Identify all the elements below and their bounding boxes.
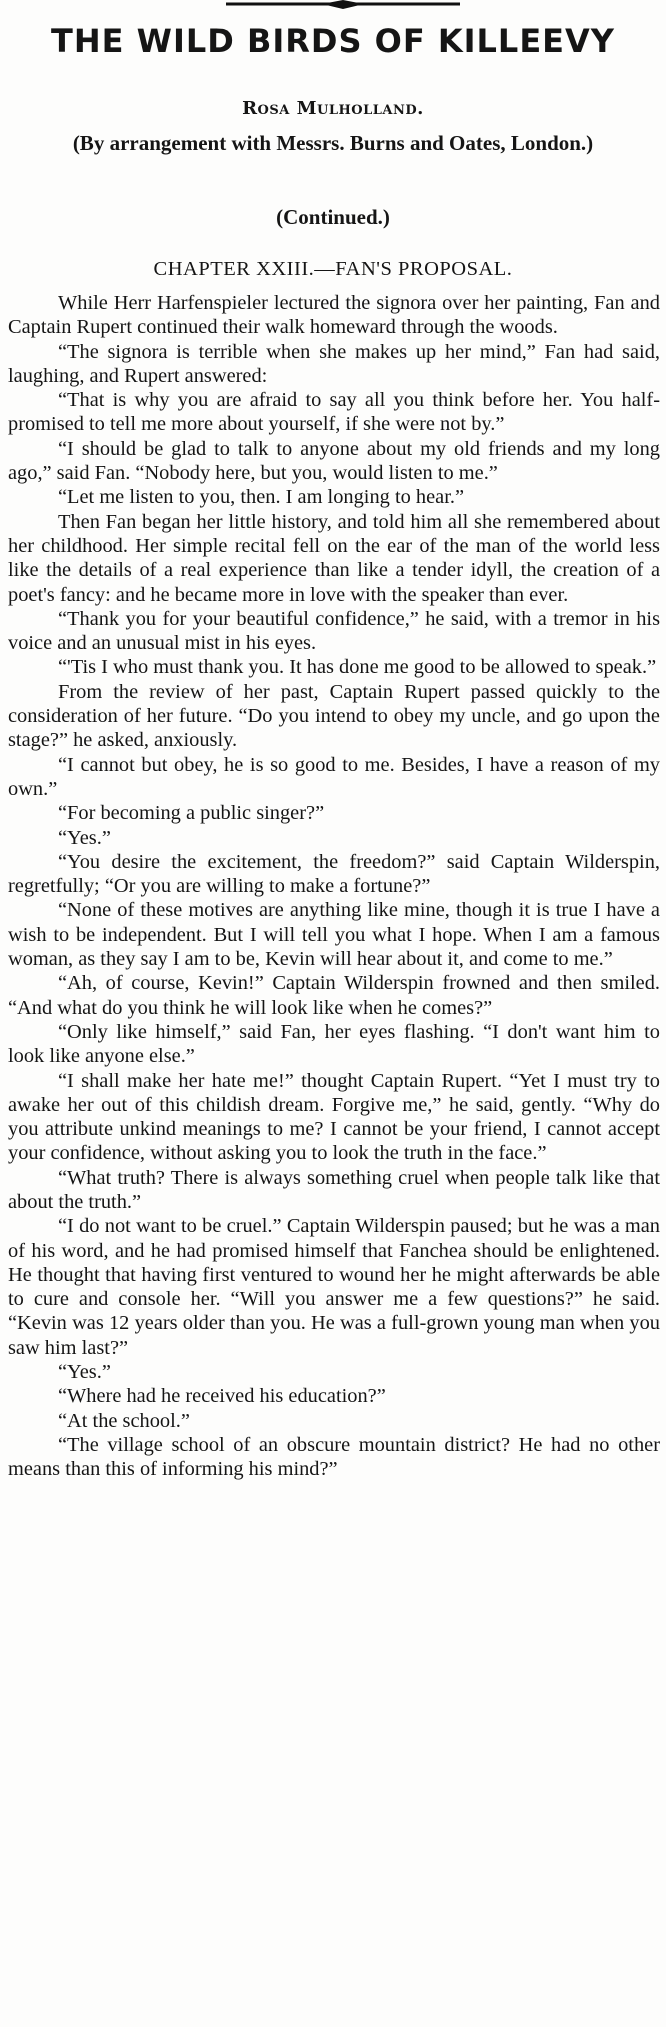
paragraph: “The signora is terrible when she makes up her mind,” Fan had said, laughing, and Rupert answered: — [8, 340, 660, 387]
continued-note: (Continued.) — [276, 205, 390, 229]
paragraph: “That is why you are afraid to say all you think before her. You half-promised to tell me more about yourself, if she were not by.” — [8, 389, 660, 436]
paragraph: “The village school of an obscure mountain district? He had no other means than this of informing his mind?” — [8, 1433, 660, 1481]
ornamental-rule — [226, 0, 460, 12]
paragraph: “Where had he received his education?” — [58, 1385, 386, 1408]
article-author: Rosa Mulholland. — [242, 98, 424, 119]
chapter-heading: CHAPTER XXIII.—FAN'S PROPOSAL. — [153, 258, 513, 280]
paragraph: Then Fan began her little history, and told him all she remembered about her childhood. Her simple recital fell on the ear of the man of the world less like the details of a real experience than like a tender idyll, the creation of a poet's fancy: and he became more in love with the speaker than ever. — [8, 510, 660, 606]
paragraph: “For becoming a public singer?” — [58, 802, 325, 825]
paragraph: “Let me listen to you, then. I am longing to hear.” — [58, 486, 465, 509]
paragraph: From the review of her past, Captain Rupert passed quickly to the consideration of her future. “Do you intend to obey my uncle, and go upon the stage?” he asked, anxiously. — [8, 680, 660, 752]
paragraph: “Ah, of course, Kevin!” Captain Wilderspin frowned and then smiled. “And what do you think he will look like when he comes?” — [8, 972, 660, 1019]
paragraph: “You desire the excitement, the freedom?” said Captain Wilderspin, regretfully; “Or you are willing to make a fortune?” — [8, 850, 660, 898]
paragraph: “I shall make her hate me!” thought Captain Rupert. “Yet I must try to awake her out of this childish dream. Forgive me,” he said, gently. “Why do you attribute unkind meanings to me? I cannot be your friend, I cannot accept your confidence, without asking you to look the truth in the face.” — [8, 1069, 660, 1165]
paragraph: “I do not want to be cruel.” Captain Wilderspin paused; but he was a man of his word, and he had promised himself that Fanchea should be enlightened. He thought that having first ventured to wound her he might afterwards be able to cure and console her. “Will you answer me a few questions?” he said. “Kevin was 12 years older than you. He was a full-grown young man when you saw him last?” — [8, 1215, 660, 1359]
paragraph: “What truth? There is always something cruel when people talk like that about the truth.” — [8, 1166, 660, 1213]
paragraph: “Only like himself,” said Fan, her eyes flashing. “I don't want him to look like anyone else.” — [8, 1020, 660, 1068]
paragraph: “None of these motives are anything like mine, though it is true I have a wish to be independent. But I will tell you what I hope. When I am a famous woman, as they say I am to be, Kevin will hear about it, and come to me.” — [8, 899, 660, 971]
paragraph: “I cannot but obey, he is so good to me. Besides, I have a reason of my own.” — [8, 753, 660, 800]
article-title: THE WILD BIRDS OF KILLEEVY — [51, 22, 615, 60]
paragraph: While Herr Harfenspieler lectured the signora over her painting, Fan and Captain Rupert continued their walk homeward through the woods. — [8, 292, 660, 339]
paragraph: “I should be glad to talk to anyone about my old friends and my long ago,” said Fan. “Nobody here, but you, would listen to me.” — [8, 437, 660, 485]
paragraph: “Yes.” — [58, 1361, 111, 1384]
article-body — [8, 291, 660, 1482]
paragraph: “At the school.” — [58, 1409, 190, 1432]
paragraph: “'Tis I who must thank you. It has done me good to be allowed to speak.” — [58, 656, 657, 679]
paragraph: “Yes.” — [58, 826, 111, 849]
publisher-credit: (By arrangement with Messrs. Burns and Oates, London.) — [72, 131, 594, 155]
paragraph: “Thank you for your beautiful confidence,” he said, with a tremor in his voice and an unusual mist in his eyes. — [8, 607, 660, 655]
